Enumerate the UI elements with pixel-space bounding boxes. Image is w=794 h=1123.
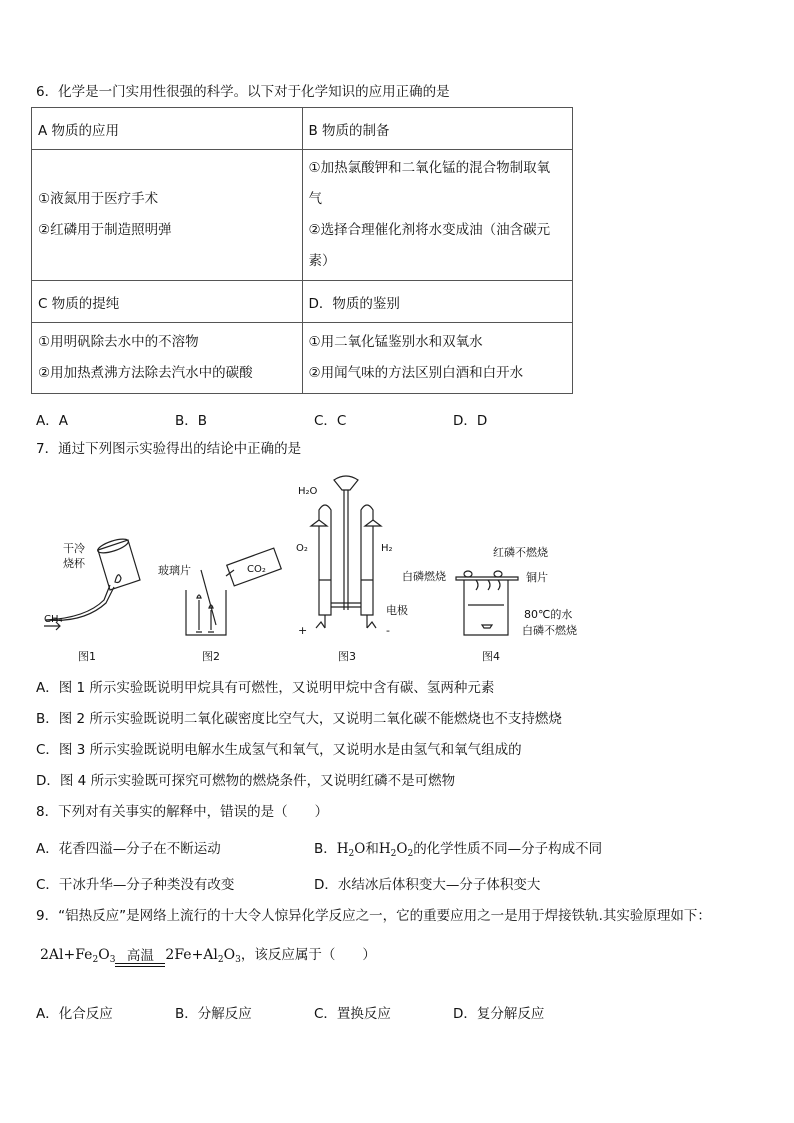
q7-option-d[interactable]: D．图 4 所示实验既可探究可燃物的燃烧条件，又说明红磷不是可燃物 — [36, 773, 456, 789]
list-item: ②用闻气味的方法区别白酒和白开水 — [308, 365, 524, 381]
fig4-label-red-p: 红磷不燃烧 — [493, 546, 548, 559]
q8-option-b[interactable] — [314, 840, 602, 863]
q6-options — [36, 409, 592, 429]
q8-option-b-and: 和 — [365, 841, 379, 857]
fig1-label-dry-cold: 干冷 — [63, 542, 85, 555]
option-c[interactable]: C．置换反应 — [314, 1006, 391, 1022]
list-item: ①用二氧化锰鉴别水和双氧水 — [308, 334, 483, 350]
option-b[interactable]: B．分解反应 — [175, 1006, 252, 1022]
q8-option-c[interactable]: C．干冰升华—分子种类没有改变 — [36, 877, 235, 893]
option-d[interactable]: D．D — [453, 413, 488, 429]
q8-stem: 8．下列对有关事实的解释中，错误的是（ ） — [36, 804, 329, 820]
list-item: ①用明矾除去水中的不溶物 — [38, 334, 199, 350]
fig1-caption: 图1 — [78, 650, 96, 663]
option-a[interactable]: A．化合反应 — [36, 1006, 113, 1022]
list-item: ②红磷用于制造照明弹 — [38, 222, 172, 238]
fig4-label-white-p-no: 白磷不燃烧 — [522, 624, 577, 637]
q7-experiment-figures — [36, 470, 596, 666]
list-item: ②选择合理催化剂将水变成油（油含碳元 — [308, 222, 551, 238]
q9-stem: 9．“铝热反应”是网络上流行的十大令人惊异化学反应之一，它的重要应用之一是用于焊接铁轨.其实验原理如下： — [36, 908, 711, 924]
list-item: ①加热氯酸钾和二氧化锰的混合物制取氧 — [308, 160, 551, 176]
q8-option-d[interactable]: D．水结冰后体积变大—分子体积变大 — [314, 877, 541, 893]
table-cell-a-items — [32, 150, 303, 281]
fig2-caption: 图2 — [202, 650, 220, 663]
thermite-equation: $2Al+Fe_2O_3$ 高温 $2Fe+Al_2O_3$，该反应属于（ ） — [40, 947, 376, 965]
fig1-label-ch4: CH₄ — [44, 614, 63, 625]
fig3-label-h2: H₂ — [381, 543, 393, 554]
option-d[interactable]: D．复分解反应 — [453, 1006, 545, 1022]
h2o-formula: $H_2O$ — [336, 841, 366, 859]
option-b[interactable]: B．B — [175, 413, 208, 429]
h2o2-formula: $H_2O_2$ — [378, 841, 414, 859]
fig2-label-co2: CO₂ — [247, 564, 266, 575]
list-item: 素） — [308, 253, 336, 269]
table-cell-d-items — [302, 323, 573, 394]
fig3-label-h2o: H₂O — [298, 486, 318, 497]
fig2-label-glass: 玻璃片 — [158, 564, 191, 577]
fig4-label-water80: 80℃的水 — [524, 608, 573, 621]
q7-stem: 7．通过下列图示实验得出的结论中正确的是 — [36, 441, 302, 457]
fig3-label-electrode: 电极 — [386, 604, 408, 617]
option-a[interactable]: A．A — [36, 413, 68, 429]
fig3-label-plus: + — [298, 624, 308, 637]
table-cell-b-items — [302, 150, 573, 281]
q9-options — [36, 1002, 592, 1022]
option-c[interactable]: C．C — [314, 413, 347, 429]
list-item: ①液氮用于医疗手术 — [38, 191, 159, 207]
q6-table — [31, 107, 573, 394]
fig3-label-minus: - — [386, 624, 390, 637]
table-cell-a-header: A 物质的应用 — [32, 108, 303, 150]
fig4-caption: 图4 — [482, 650, 500, 663]
fig3-label-o2: O₂ — [296, 543, 308, 554]
table-cell-d-header: D．物质的鉴别 — [302, 281, 573, 323]
table-cell-b-header: B 物质的制备 — [302, 108, 573, 150]
fig4-label-copper: 铜片 — [526, 571, 548, 584]
list-item: 气 — [308, 191, 322, 207]
fig1-label-beaker: 烧杯 — [63, 557, 85, 570]
q6-stem: 6．化学是一门实用性很强的科学。以下对于化学知识的应用正确的是 — [36, 84, 450, 100]
q8-option-b-prefix: B． — [314, 841, 337, 857]
q8-option-b-rest: 的化学性质不同—分子构成不同 — [413, 841, 603, 857]
q7-option-c[interactable]: C．图 3 所示实验既说明电解水生成氢气和氧气，又说明水是由氢气和氧气组成的 — [36, 742, 522, 758]
q7-option-b[interactable]: B．图 2 所示实验既说明二氧化碳密度比空气大，又说明二氧化碳不能燃烧也不支持燃烧 — [36, 711, 562, 727]
table-cell-c-header: C 物质的提纯 — [32, 281, 303, 323]
q7-option-a[interactable]: A．图 1 所示实验既说明甲烷具有可燃性，又说明甲烷中含有碳、氢两种元素 — [36, 680, 495, 696]
fig3-caption: 图3 — [338, 650, 356, 663]
fig4-label-white-p-burn: 白磷燃烧 — [402, 570, 446, 583]
list-item: ②用加热煮沸方法除去汽水中的碳酸 — [38, 365, 253, 381]
figure-3-drawing — [311, 476, 381, 628]
figure-2-drawing — [186, 548, 281, 635]
table-cell-c-items — [32, 323, 303, 394]
q8-option-a[interactable]: A．花香四溢—分子在不断运动 — [36, 841, 221, 857]
figure-4-drawing — [456, 571, 518, 635]
q9-tail: ，该反应属于（ ） — [240, 947, 376, 963]
